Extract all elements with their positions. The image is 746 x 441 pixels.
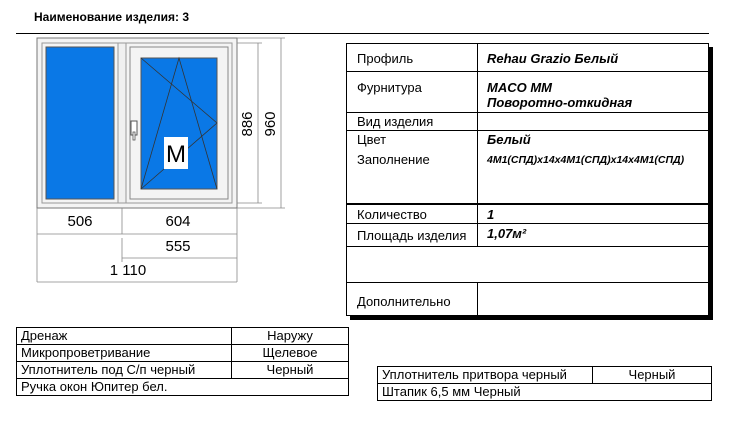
spec-row-quantity: Количество 1 bbox=[347, 204, 708, 224]
right-glass-pane bbox=[141, 58, 217, 189]
spec-row-profile: Профиль Rehau Grazio Белый bbox=[347, 44, 708, 72]
spec-row-area: Площадь изделия 1,07м² bbox=[347, 224, 708, 247]
options-table-left bbox=[16, 327, 349, 396]
left-glass-pane bbox=[46, 47, 114, 199]
spec-row-color: Цвет Белый bbox=[357, 132, 531, 147]
spec-row-filling: Заполнение 4М1(СПД)x14x4М1(СПД)x14x4М1(СПД) bbox=[347, 148, 708, 204]
product-title: Наименование изделия: 3 bbox=[34, 10, 190, 24]
options-table-right bbox=[377, 366, 712, 401]
spec-row-type: Вид изделия bbox=[347, 113, 708, 131]
dim-center: 555 bbox=[165, 238, 191, 255]
spec-row-extra: Дополнительно bbox=[347, 282, 708, 316]
spec-table bbox=[346, 43, 709, 316]
dim-outer-height: 960 bbox=[262, 111, 279, 137]
dim-total-width: 1 110 bbox=[109, 262, 147, 279]
sash-type-label: M bbox=[166, 141, 186, 168]
option-row-bead: Штапик 6,5 мм Черный bbox=[378, 384, 712, 401]
dim-left-width: 506 bbox=[67, 213, 93, 230]
option-row-microventilation: Микропроветривание Щелевое bbox=[17, 345, 349, 362]
dim-inner-height: 886 bbox=[239, 111, 256, 137]
dim-right-width: 604 bbox=[165, 213, 191, 230]
mullion bbox=[118, 43, 126, 203]
spec-row-hardware: Фурнитура MACO MM Поворотно-откидная bbox=[347, 72, 708, 113]
option-row-drainage: Дренаж Наружу bbox=[17, 328, 349, 345]
option-row-gasket: Уплотнитель под С/п черный Черный bbox=[17, 362, 349, 379]
option-row-handle: Ручка окон Юпитер бел. bbox=[17, 379, 349, 396]
option-row-sash-gasket: Уплотнитель притвора черный Черный bbox=[378, 367, 712, 384]
